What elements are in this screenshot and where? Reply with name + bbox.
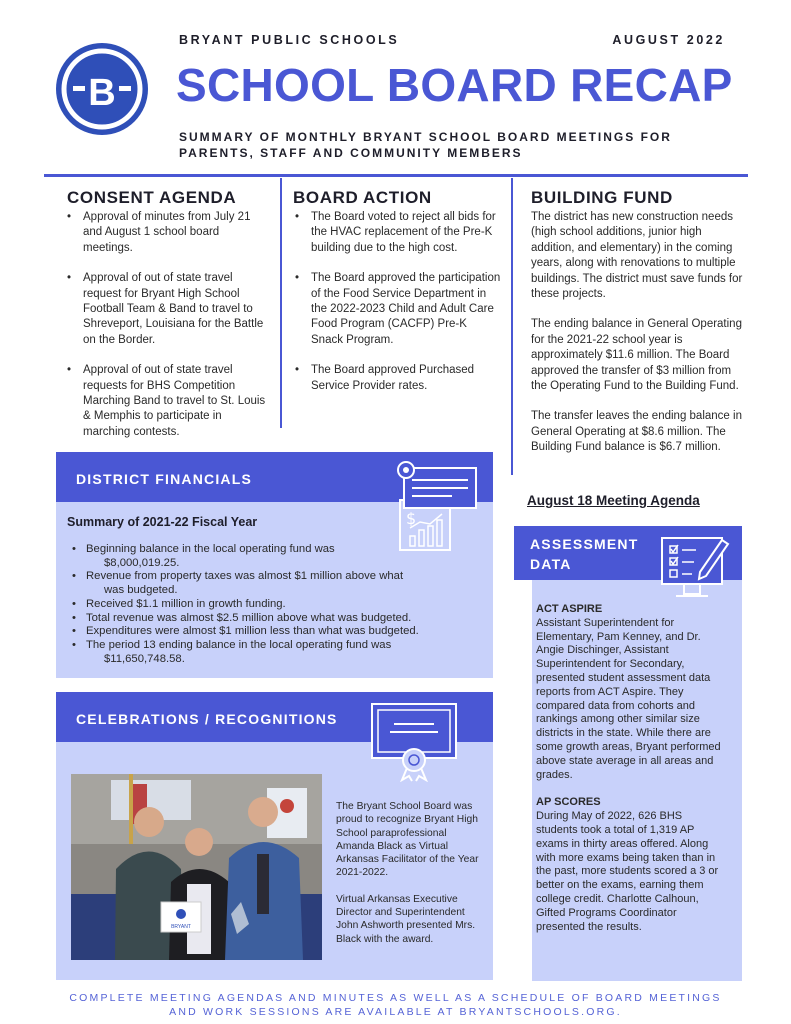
list-item: • Received $1.1 million in growth funding. xyxy=(70,598,480,612)
assessment-heading-line2: DATA xyxy=(530,556,572,572)
celebrations-body xyxy=(336,800,486,946)
assessment-section-title: AP SCORES xyxy=(536,796,601,809)
list-item: • Expenditures were almost $1 million less than what was budgeted. xyxy=(70,625,480,639)
building-fund-paragraph: The district has new construction needs (high school additions, junior high addition, and elementary) in the coming years, along with renovations to multiple buildings. The district must save funds for these projects. xyxy=(531,211,743,301)
issue-date: AUGUST 2022 xyxy=(612,33,725,47)
assessment-icon xyxy=(658,534,730,606)
recognition-photo xyxy=(71,774,322,960)
list-item: • Approval of out of state travel requests for BHS Competition Marching Band to travel to St. Louis & Memphis to participate in marching contests. xyxy=(63,363,268,440)
financials-heading: DISTRICT FINANCIALS xyxy=(76,471,253,487)
celebrations-heading: CELEBRATIONS / RECOGNITIONS xyxy=(76,711,338,727)
assessment-section-title: ACT ASPIRE xyxy=(536,603,603,615)
building-fund-heading: BUILDING FUND xyxy=(531,188,673,207)
svg-text:$: $ xyxy=(406,509,417,528)
footer-line: COMPLETE MEETING AGENDAS AND MINUTES AS WELL AS A SCHEDULE OF BOARD MEETINGS xyxy=(69,992,722,1004)
financials-subheading: Summary of 2021-22 Fiscal Year xyxy=(67,515,258,529)
column-divider-2 xyxy=(511,178,513,475)
list-item: • The Board voted to reject all bids for the HVAC replacement of the Pre-K building due to the high cost. xyxy=(291,210,502,256)
board-action-heading: BOARD ACTION xyxy=(293,188,432,207)
assessment-heading-line1: ASSESSMENT xyxy=(530,536,639,552)
consent-agenda-heading: CONSENT AGENDA xyxy=(67,188,237,207)
page-subtitle: SUMMARY OF MONTHLY BRYANT SCHOOL BOARD MEETINGS FOR PARENTS, STAFF AND COMMUNITY MEMBERS xyxy=(179,130,672,160)
consent-agenda-list xyxy=(63,210,268,455)
celebrations-paragraph: The Bryant School Board was proud to recognize Bryant High School paraprofessional Amanda Black as Virtual Arkansas Facilitator of the Year 2021-2022. xyxy=(336,801,479,879)
header-divider xyxy=(44,174,748,177)
building-fund-paragraph: The transfer leaves the ending balance in General Operating at $8.6 million. The Building Fund balance is $6.7 million. xyxy=(531,410,742,454)
meeting-agenda-link[interactable]: August 18 Meeting Agenda xyxy=(527,493,700,508)
column-divider-1 xyxy=(280,178,282,428)
list-item: • The period 13 ending balance in the local operating fund was $11,650,748.58. xyxy=(70,639,480,666)
photo-folder-text: BRYANT xyxy=(171,924,191,930)
list-item: • Approval of minutes from July 21 and August 1 school board meetings. xyxy=(63,210,268,256)
assessment-body xyxy=(536,603,724,934)
list-item: • Approval of out of state travel request for Bryant High School Football Team & Band to travel to Shreveport, Louisiana for the Battle on the Border. xyxy=(63,271,268,348)
assessment-section-body: Assistant Superintendent for Elementary, Pam Kenney, and Dr. Angie Dischinger, Assistant Superintendent for Secondary, presented student assessment data reports from ACT Aspire. They compared data from cohorts and rankings among other similar size districts in the state. While there are some growth areas, Bryant performed above state average in all areas and grades. xyxy=(536,616,721,781)
list-item: • Total revenue was almost $2.5 million above what was budgeted. xyxy=(70,612,480,626)
certificate-icon xyxy=(368,702,460,782)
financials-icon xyxy=(392,458,482,554)
list-item: • Revenue from property taxes was almost $1 million above what was budgeted. xyxy=(70,570,480,597)
assessment-section-body: During May of 2022, 626 BHS students took a total of 1,319 AP exams in thirty areas offered. Along with more exams being taken than in the past, more students scored a 3 or better on the exams, earning them college credit. Charlotte Calhoun, Gifted Programs Coordinator presented the results. xyxy=(536,810,719,933)
page-title: SCHOOL BOARD RECAP xyxy=(176,59,733,111)
logo-letter: B xyxy=(88,72,116,114)
financials-list xyxy=(70,543,480,666)
org-name: BRYANT PUBLIC SCHOOLS xyxy=(179,33,400,47)
footer-note xyxy=(60,991,731,1019)
list-item: • The Board approved the participation of the Food Service Department in the 2022-2023 Child and Adult Care Food Program (CACFP) Pre-K Snack Program. xyxy=(291,271,502,348)
bryant-logo xyxy=(55,42,149,136)
footer-line: AND WORK SESSIONS ARE AVAILABLE AT BRYANTSCHOOLS.ORG. xyxy=(169,1006,622,1018)
building-fund-body xyxy=(531,210,746,456)
building-fund-paragraph: The ending balance in General Operating for the 2021-22 school year is approximately $11.6 million. The Board approved the transfer of $3 million from the Operating Fund to the Building Fund. xyxy=(531,318,742,393)
board-action-list xyxy=(291,210,502,409)
list-item: • Beginning balance in the local operating fund was $8,000,019.25. xyxy=(70,543,480,570)
celebrations-paragraph: Virtual Arkansas Executive Director and Superintendent John Ashworth presented Mrs. Black with the award. xyxy=(336,893,476,945)
list-item: • The Board approved Purchased Service Provider rates. xyxy=(291,363,502,394)
